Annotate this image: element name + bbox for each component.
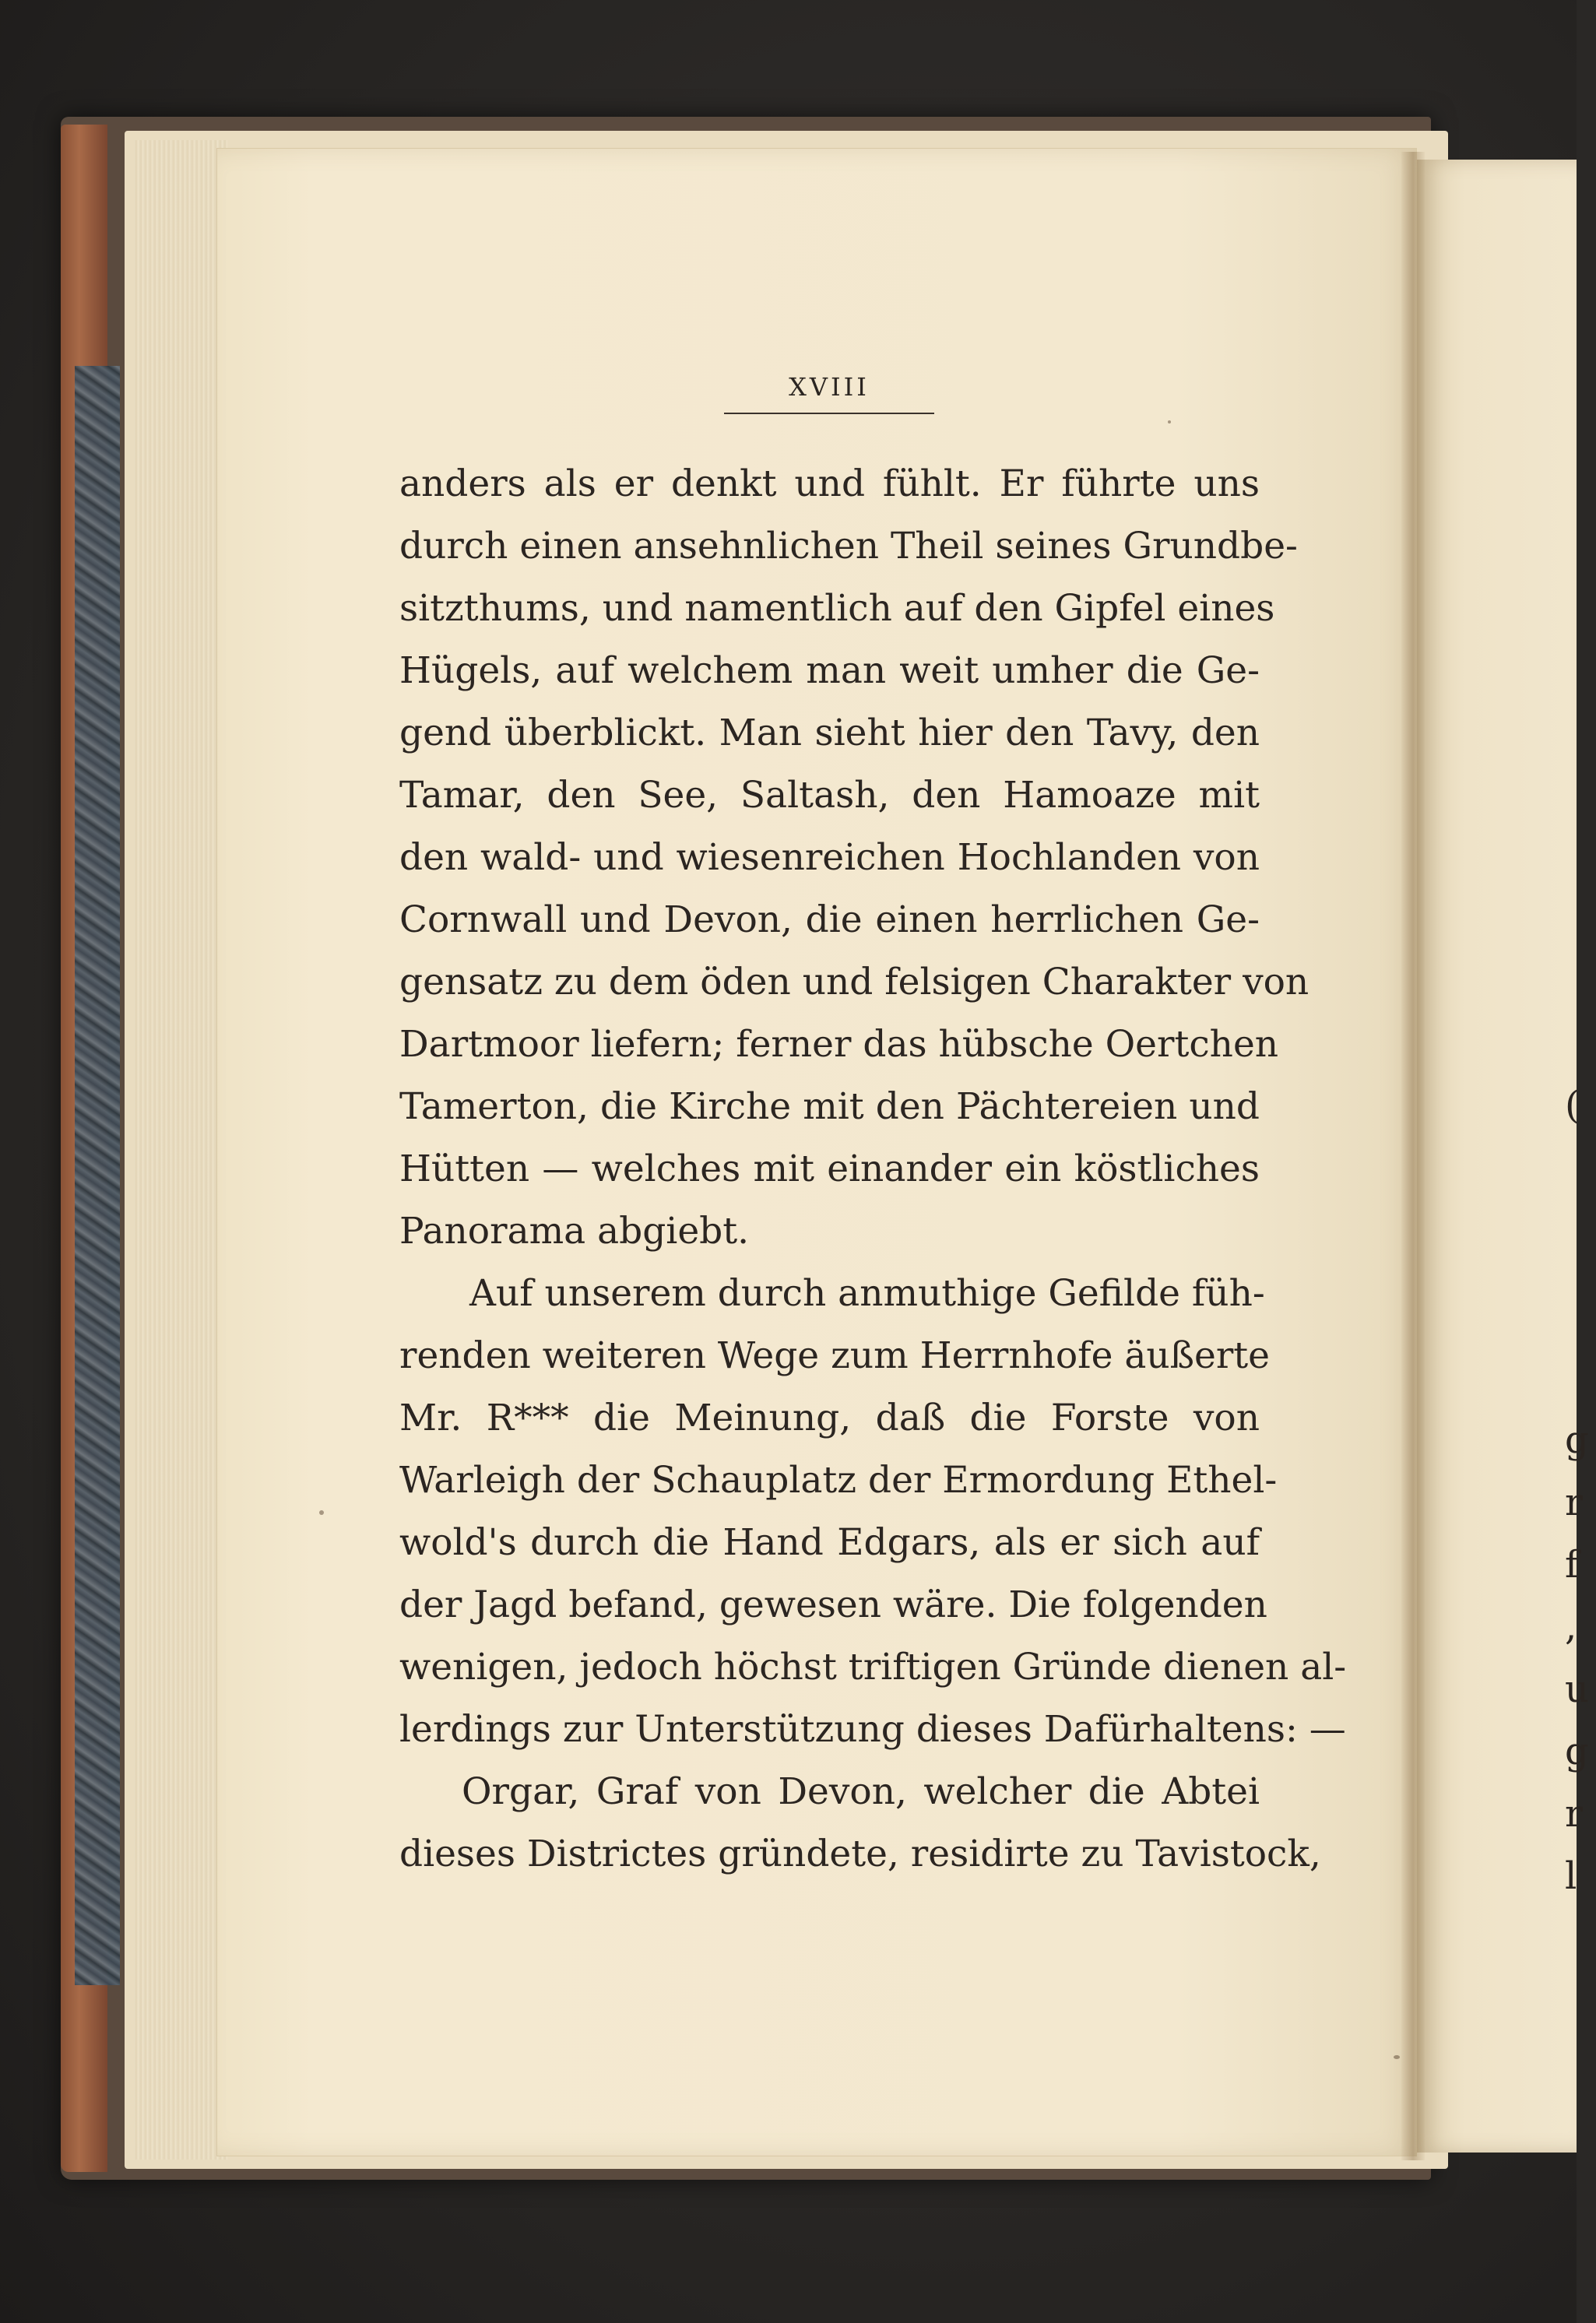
right-page-fragment: f: [1565, 1543, 1579, 1587]
book-gutter: [1401, 152, 1425, 2160]
text-line: durch einen ansehnlichen Theil seines Grundbe-: [399, 525, 1298, 568]
text-line: gend überblickt. Man sieht hier den Tavy, den: [399, 712, 1260, 754]
right-page-fragment: r: [1565, 1481, 1583, 1524]
page-edges: [134, 140, 227, 2160]
text-line: Dartmoor liefern; ferner das hübsche Oertchen: [399, 1023, 1279, 1066]
text-line: Cornwall und Devon, die einen herrlichen Ge-: [399, 898, 1260, 941]
text-line: Panorama abgiebt.: [399, 1210, 750, 1253]
header-rule: [724, 413, 934, 414]
paper-speck: [1394, 2055, 1400, 2059]
text-line: Tamar, den See, Saltash, den Hamoaze mit: [399, 774, 1260, 817]
paper-speck: [319, 1510, 324, 1515]
text-line: sitzthums, und namentlich auf den Gipfel eines: [399, 587, 1275, 630]
text-line: Auf unserem durch anmuthige Gefilde füh-: [469, 1272, 1265, 1315]
right-page: [1417, 160, 1577, 2153]
paper-speck: [1168, 420, 1171, 423]
marbled-cover-paper: [75, 366, 120, 1985]
text-line: lerdings zur Unterstützung dieses Dafürhaltens: —: [399, 1708, 1346, 1751]
right-page-fragment: g: [1565, 1418, 1589, 1462]
text-line: Tamerton, die Kirche mit den Pächtereien und: [399, 1085, 1260, 1128]
text-line: wold's durch die Hand Edgars, als er sich auf: [399, 1521, 1260, 1564]
text-line: dieses Districtes gründete, residirte zu Tavistock,: [399, 1833, 1321, 1875]
right-page-fragment: r: [1565, 1792, 1583, 1836]
text-line: anders als er denkt und fühlt. Er führte uns: [399, 462, 1260, 505]
right-page-fragment: (: [1565, 1084, 1580, 1127]
text-line: Hütten — welches mit einander ein köstliches: [399, 1147, 1260, 1190]
text-line: der Jagd befand, gewesen wäre. Die folgenden: [399, 1583, 1267, 1626]
text-line: gensatz zu dem öden und felsigen Charakter von: [399, 961, 1309, 1003]
right-page-fragment: u: [1565, 1668, 1589, 1711]
right-page-fragment: g: [1565, 1730, 1589, 1773]
text-line: wenigen, jedoch höchst triftigen Gründe dienen al-: [399, 1646, 1347, 1689]
text-line: renden weiteren Wege zum Herrnhofe äußerte: [399, 1334, 1270, 1377]
text-line: Mr. R*** die Meinung, daß die Forste von: [399, 1397, 1260, 1439]
right-page-fragment: l: [1565, 1854, 1577, 1898]
body-text: [399, 453, 1347, 1885]
text-line: Orgar, Graf von Devon, welcher die Abtei: [462, 1770, 1260, 1813]
page-number: XVIII: [789, 372, 870, 402]
text-line: Warleigh der Schauplatz der Ermordung Ethel-: [399, 1459, 1278, 1502]
text-line: den wald- und wiesenreichen Hochlanden von: [399, 836, 1260, 879]
right-page-fragment: ,: [1565, 1605, 1577, 1649]
text-line: Hügels, auf welchem man weit umher die Ge-: [399, 649, 1260, 692]
